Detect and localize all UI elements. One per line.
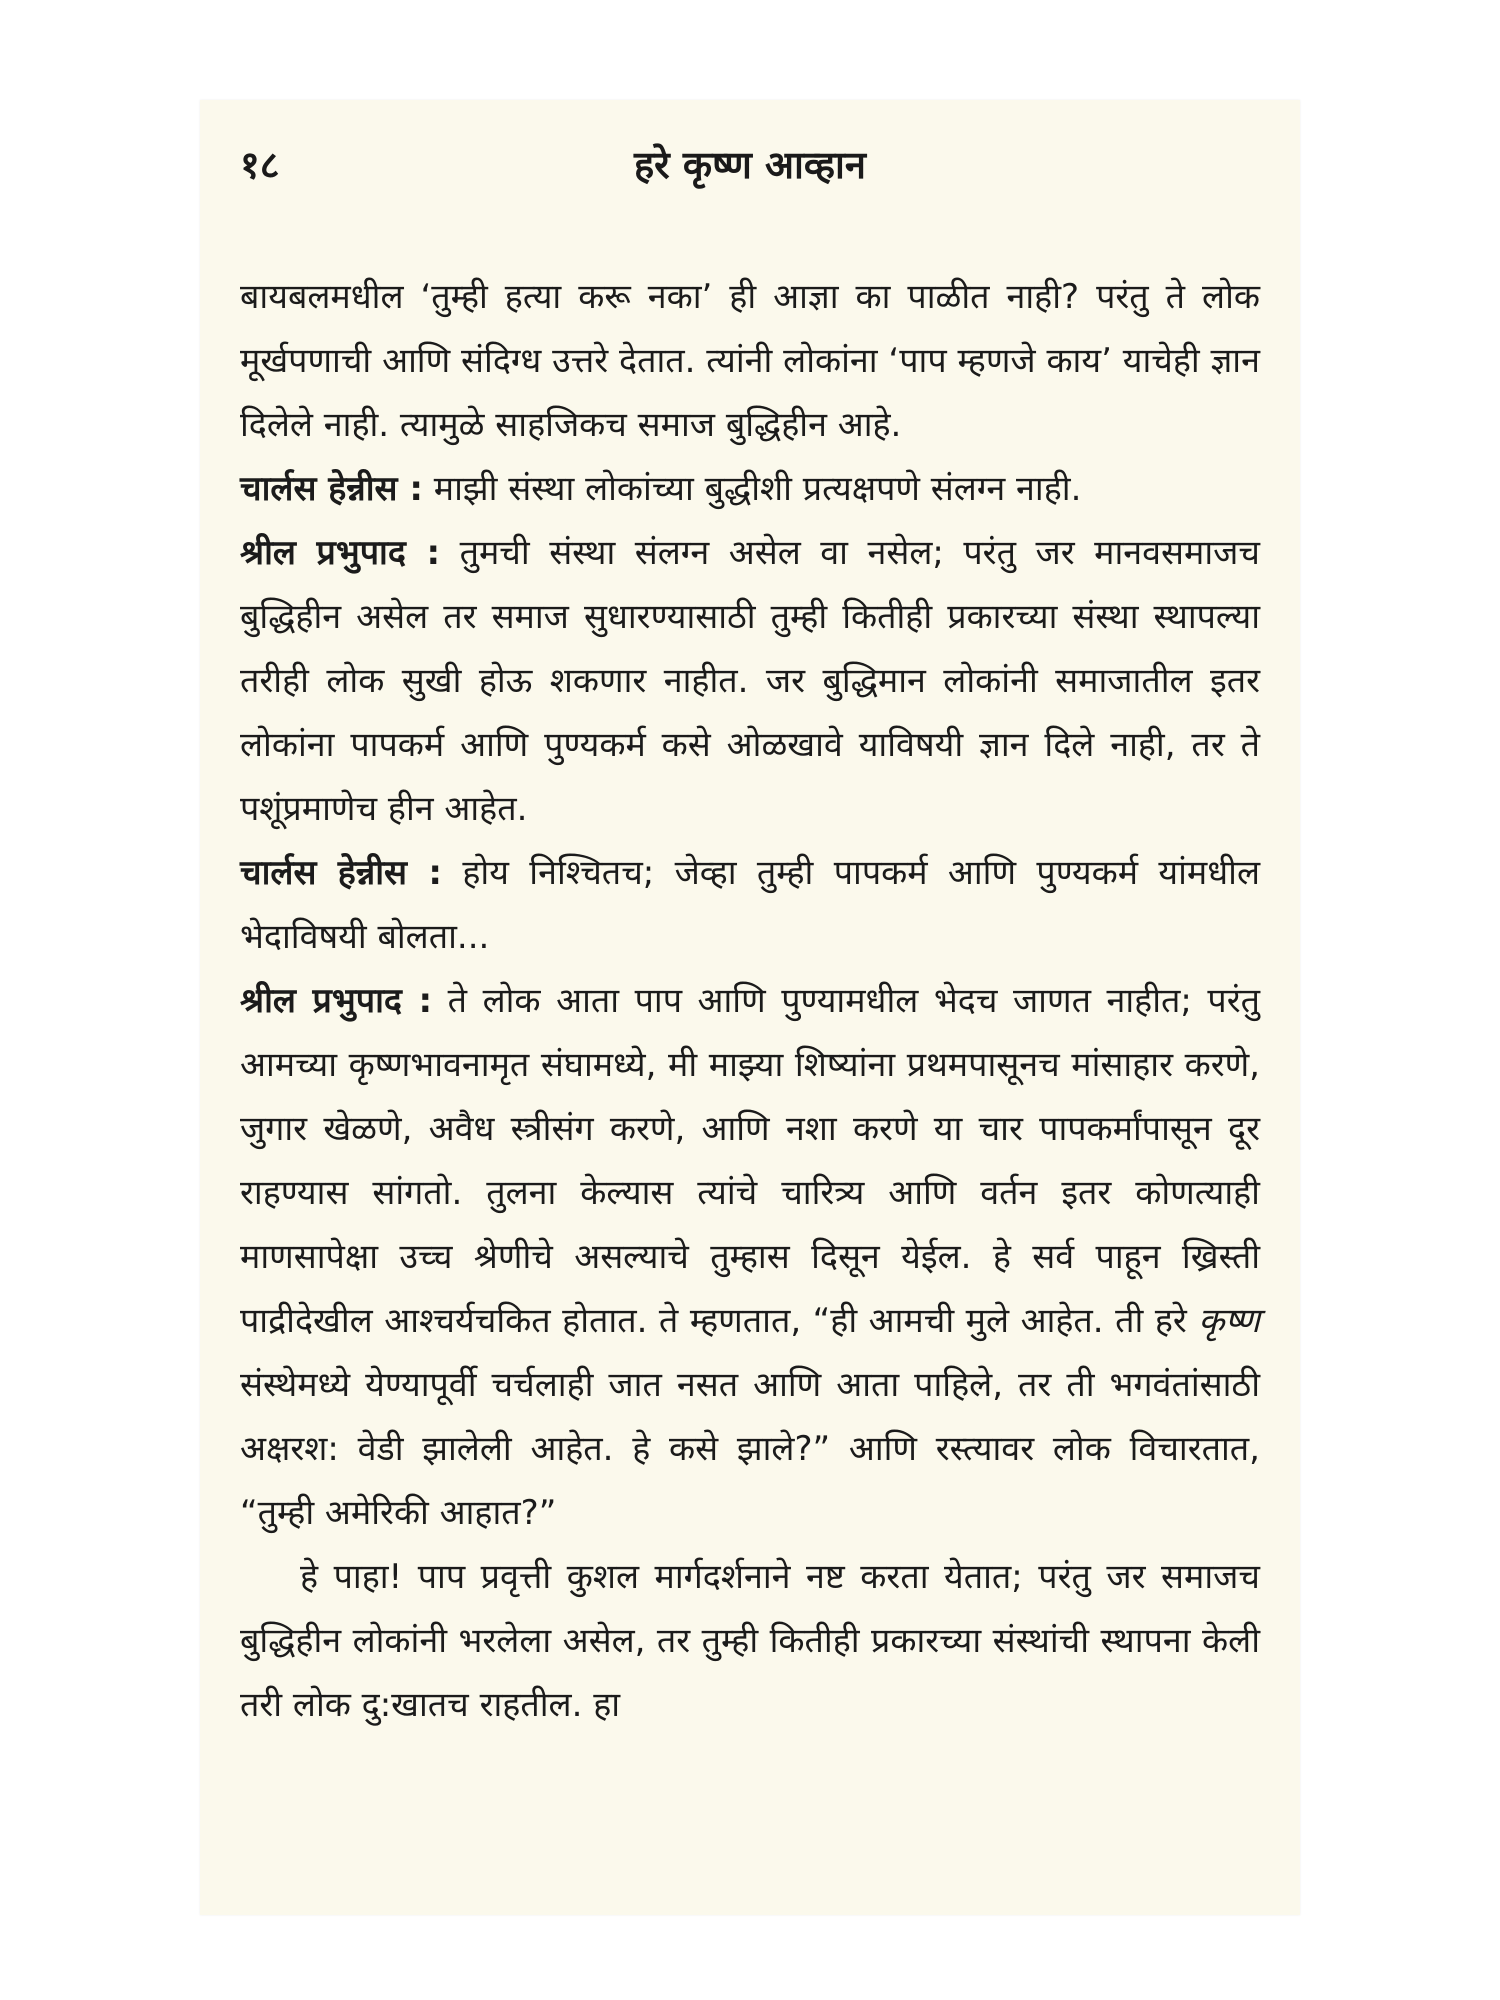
paragraph-3 xyxy=(240,521,1260,841)
paragraph-1: बायबलमधील ‘तुम्ही हत्या करू नका’ ही आज्ञा का पाळीत नाही? परंतु ते लोक मूर्खपणाची आणि संदिग्ध उत्तरे देतात. त्यांनी लोकांना ‘पाप म्हणजे काय’ याचेही ज्ञान दिलेले नाही. त्यामुळे साहजिकच समाज बुद्धिहीन आहे. xyxy=(240,277,1260,445)
paragraph-6: हे पाहा! पाप प्रवृत्ती कुशल मार्गदर्शनाने नष्ट करता येतात; परंतु जर समाजच बुद्धिहीन लोकांनी भरलेला असेल, तर तुम्ही कितीही प्रकारच्या संस्थांची स्थापना केली तरी लोक दु:खातच राहतील. हा xyxy=(240,1557,1260,1725)
speaker-label: चार्लस हेन्नीस : xyxy=(240,853,443,893)
page-header xyxy=(240,138,1260,208)
speaker-label: श्रील प्रभुपाद : xyxy=(240,981,433,1021)
dialogue-text: ते लोक आता पाप आणि पुण्यामधील भेदच जाणत नाहीत; परंतु आमच्या कृष्णभावनामृत संघामध्ये, मी माझ्या शिष्यांना प्रथमपासूनच मांसाहार करणे, जुगार खेळणे, अवैध स्त्रीसंग करणे, आणि नशा करणे या चार पापकर्मांपासून दूर राहण्यास सांगतो. तुलना केल्यास त्यांचे चारित्र्य आणि वर्तन इतर कोणत्याही माणसापेक्षा उच्च श्रेणीचे असल्याचे तुम्हास दिसून येईल. हे सर्व पाहून ख्रिस्ती पाद्रीदेखील आश्चर्यचकित होतात. ते म्हणतात, “ही आमची मुले आहेत. ती हरे xyxy=(240,981,1261,1341)
paragraph-2 xyxy=(240,457,1260,521)
paragraph-5 xyxy=(240,969,1260,1545)
page-number: १८ xyxy=(240,143,280,187)
paragraph-4 xyxy=(240,841,1260,969)
dialogue-text: होय निश्चितच; जेव्हा तुम्ही पापकर्म आणि पुण्यकर्म यांमधील भेदाविषयी बोलता... xyxy=(240,853,1260,957)
dialogue-text: तुमची संस्था संलग्न असेल वा नसेल; परंतु जर मानवसमाजच बुद्धिहीन असेल तर समाज सुधारण्यासाठी तुम्ही कितीही प्रकारच्या संस्था स्थापल्या तरीही लोक सुखी होऊ शकणार नाहीत. जर बुद्धिमान लोकांनी समाजातील इतर लोकांना पापकर्म आणि पुण्यकर्म कसे ओळखावे याविषयी ज्ञान दिले नाही, तर ते पशूंप्रमाणेच हीन आहेत. xyxy=(240,533,1260,829)
italic-term: कृष्ण xyxy=(1198,1301,1260,1341)
dialogue-text: संस्थेमध्ये येण्यापूर्वी चर्चलाही जात नसत आणि आता पाहिले, तर ती भगवंतांसाठी अक्षरश: वेडी झालेली आहेत. हे कसे झाले?” आणि रस्त्यावर लोक विचारतात, “तुम्ही अमेरिकी आहात?” xyxy=(240,1365,1260,1533)
speaker-label: श्रील प्रभुपाद : xyxy=(240,533,441,573)
dialogue-text: माझी संस्था लोकांच्या बुद्धीशी प्रत्यक्षपणे संलग्न नाही. xyxy=(422,469,1082,509)
speaker-label: चार्लस हेन्नीस : xyxy=(240,469,423,509)
running-title: हरे कृष्ण आव्हान xyxy=(633,143,866,187)
page-body xyxy=(240,265,1260,1737)
book-page xyxy=(200,100,1300,1915)
